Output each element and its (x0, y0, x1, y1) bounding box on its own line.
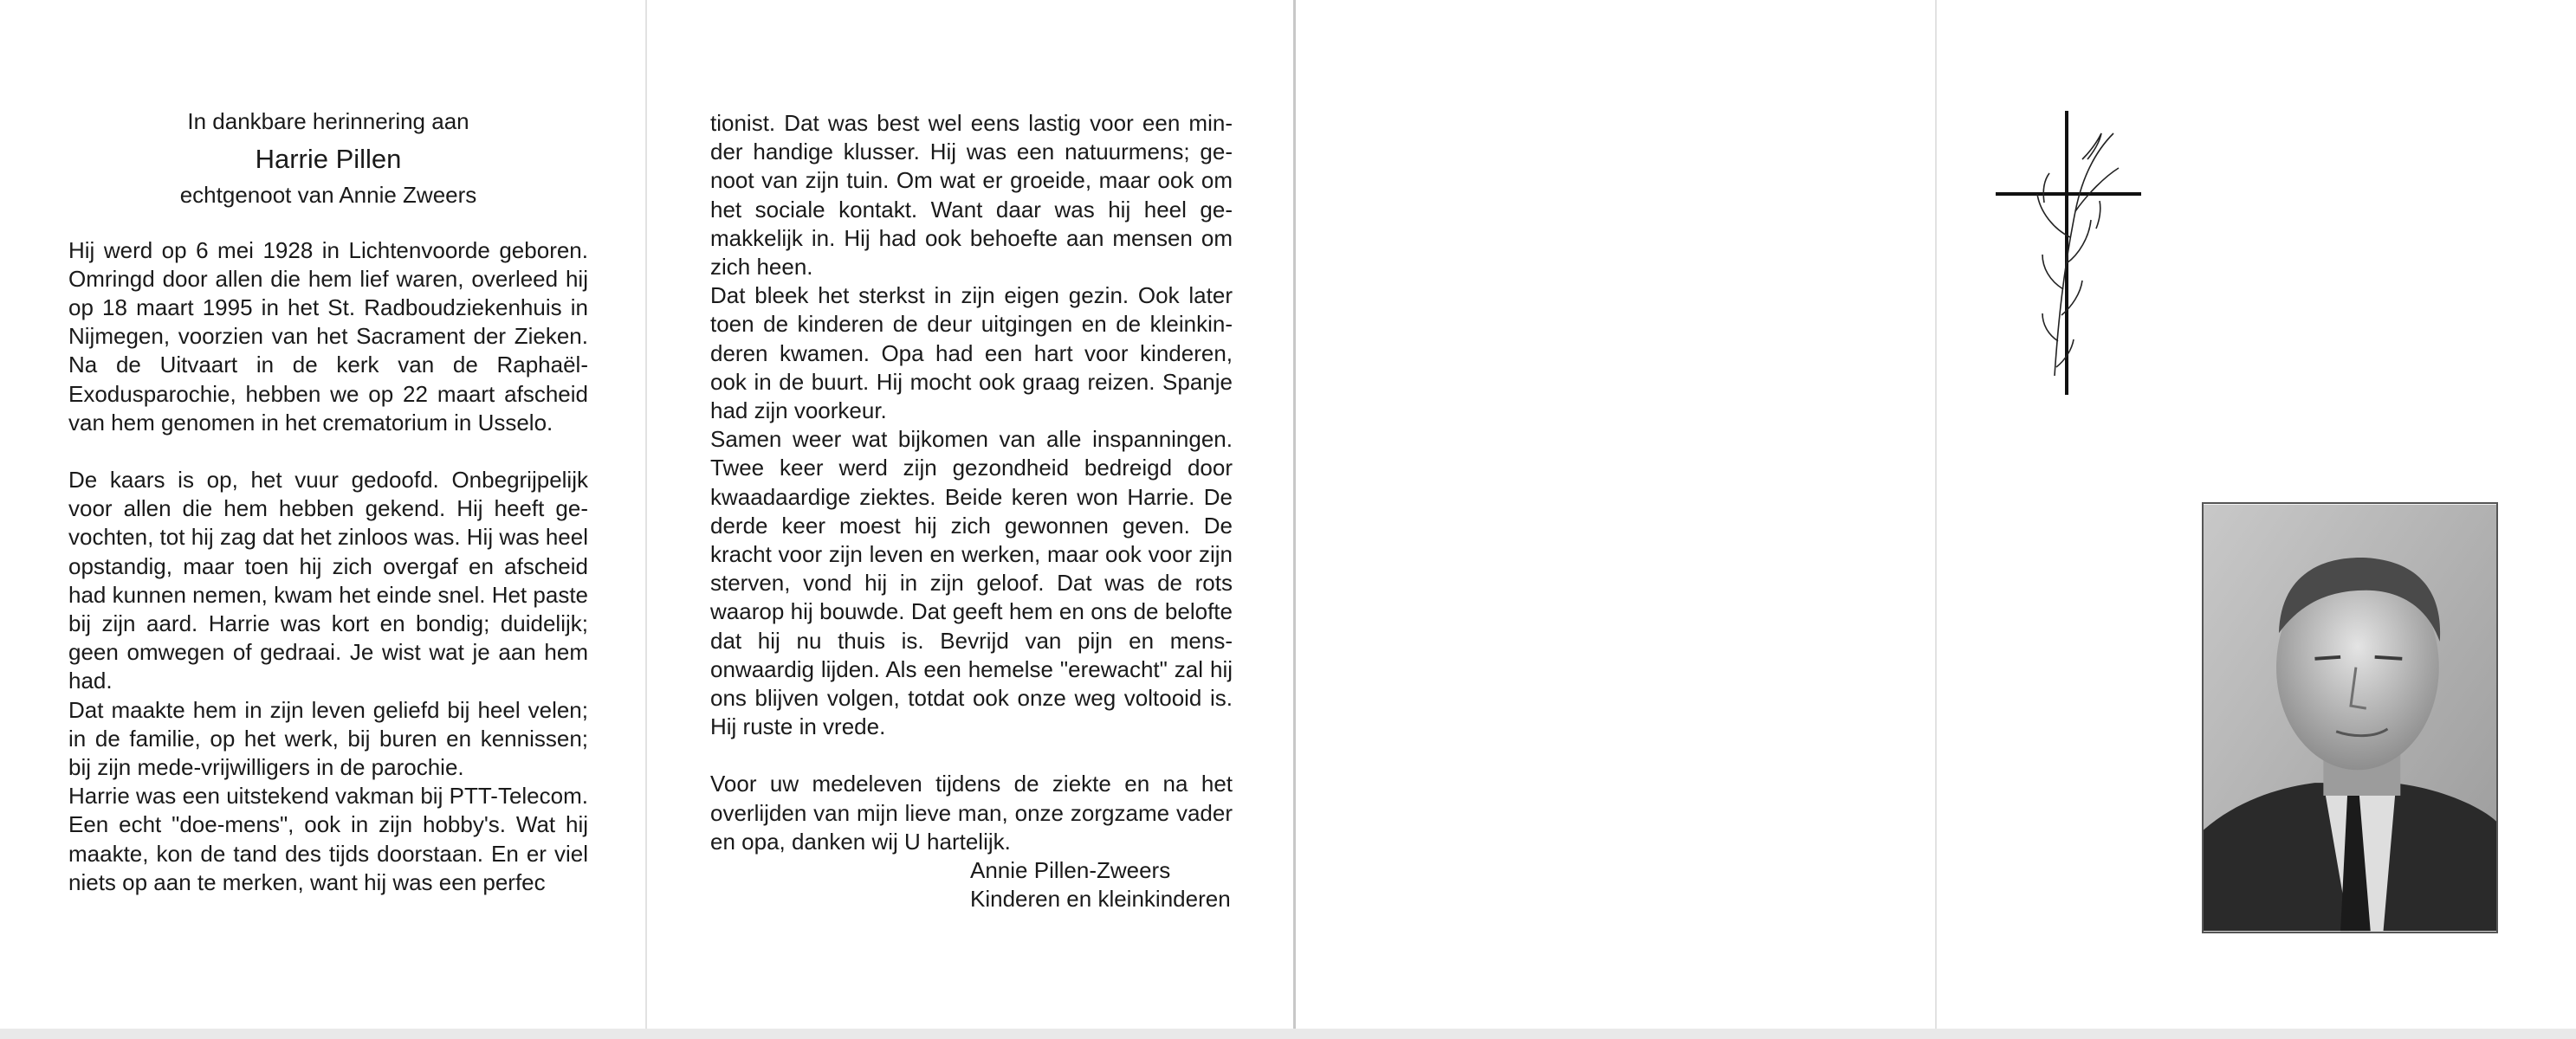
left-text-column (68, 107, 588, 897)
fold-line-left (645, 0, 647, 1039)
paragraph-beloved: Dat maakte hem in zijn leven geliefd bij heel velen; in de familie, op het werk, bij buren en kennissen; bij zijn mede-vrijwilligers in de parochie. (68, 696, 588, 781)
fold-line-right (1935, 0, 1937, 1039)
fold-line-center (1293, 0, 1296, 1039)
paragraph-thanks: Voor uw medeleven tijdens de ziekte en na het overlijden van mijn lieve man, onze zorgzame vader en opa, danken wij U hartelijk. (710, 771, 1233, 855)
paragraph-character: De kaars is op, het vuur gedoofd. Onbegrijpelijk voor allen die hem hebben gekend. Hij heeft gevochten, tot hij zag dat het zinloos was. Hij was heel opstandig, maar toen hij zich overgaf en afscheid had kunnen nemen, kwam het einde snel. Het paste bij zijn aard. Harrie was kort en bondig; duidelijk; geen omwegen of gedraai. Je wist wat je aan hem had. (68, 467, 588, 694)
paragraph-nature: tionist. Dat was best wel eens lastig voor een minder handige klusser. Hij was een natuurmens; genoot van zijn tuin. Om wat er groeide, maar ook om het sociale kontakt. Want daar was hij heel gemakkelijk in. Hij had ook behoefte aan mensen om zich heen. (710, 110, 1233, 281)
right-text-column (710, 109, 1233, 913)
signature-widow: Annie Pillen-Zweers (970, 857, 1171, 884)
paragraph-work: Harrie was een uitstekend vakman bij PTT-Telecom. Een echt "doe-mens", ook in zijn hobby's. Wat hij maakte, kon de tand des tijds doorstaan. En er viel niets op aan te merken, want hij was een perfec (68, 783, 588, 895)
cross-with-palm-icon (1992, 107, 2148, 398)
signature-family: Kinderen en kleinkinderen (970, 886, 1231, 913)
deceased-name: Harrie Pillen (255, 144, 402, 175)
paragraph-illness-faith: Samen weer wat bijkomen van alle inspanningen. Twee keer werd zijn gezondheid bedreigd door kwaadaardige ziektes. Beide keren won Harrie. De derde keer moest hij zich gewonnen geven. De kracht voor zijn leven en werken, maar ook voor zijn sterven, vond hij in zijn geloof. Dat was de rots waarop hij bouwde. Dat geeft hem en ons de belofte dat hij nu thuis is. Bevrijd van pijn en mensonwaardig lijden. Als een hemelse "erewacht" zal hij ons blijven volgen, totdat ook onze weg voltooid is. Hij ruste in vrede. (710, 426, 1233, 740)
spouse-line: echtgenoot van Annie Zweers (179, 182, 477, 209)
portrait-photo (2202, 502, 2498, 933)
paragraph-birth-death: Hij werd op 6 mei 1928 in Lichtenvoorde geboren. Omringd door allen die hem lief waren, overleed hij op 18 maart 1995 in het St. Radboudziekenhuis in Nijmegen, voorzien van het Sacrament der Zieken. Na de Uitvaart in de kerk van de Raphaël-Exodusparochie, hebben we op 22 maart afscheid van hem genomen in het crematorium in Usselo. (68, 236, 588, 436)
paragraph-family: Dat bleek het sterkst in zijn eigen gezin. Ook later toen de kinderen de deur uitgingen en de kleinkinderen kwamen. Opa had een hart voor kinderen, ook in de buurt. Hij mocht ook graag reizen. Spanje had zijn voorkeur. (710, 282, 1233, 424)
card-bottom-edge (0, 1029, 2576, 1039)
intro-line: In dankbare herinnering aan (187, 108, 469, 134)
